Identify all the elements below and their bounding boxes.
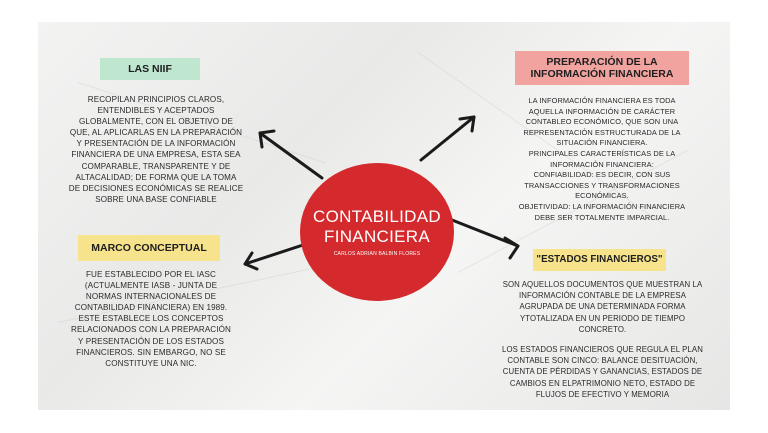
text-line: (ACTUALMENTE IASB - JUNTA DE [84, 281, 218, 291]
text-line: DE DECISIONES ECONÓMICAS SE REALICE [68, 183, 244, 193]
text-line: COMPARABLE, TRANSPARENTE Y DE [81, 161, 231, 171]
text-line: CAMBIOS EN ELPATRIMONIO NETO, ESTADO DE [509, 378, 696, 388]
text-line: FLUJOS DE EFECTIVO Y MEMORIA [535, 389, 670, 399]
text-line: FINANCIEROS. SIN EMBARGO, NO SE [76, 347, 226, 357]
text-line: AQUELLA INFORMACIÓN DE CARÁCTER [528, 106, 676, 116]
text-line: PRINCIPALES CARACTERÍSTICAS DE LA [528, 148, 676, 158]
text-line: GLOBALMENTE, CON EL OBJETIVO DE [79, 117, 233, 127]
text-line: RELACIONADOS CON LA PREPARACIÓN [71, 325, 231, 335]
arrow-to-marco [245, 244, 306, 269]
text-line: CONSTITUYE UNA NIC. [105, 358, 197, 368]
text-line: YTOTALIZADA EN UN PERIODO DE TIEMPO [519, 313, 686, 323]
text-line: OBJETIVIDAD: LA INFORMACIÓN FINANCIERA [518, 201, 686, 211]
author-name: CARLOS ADRIAN BALBIN FLORES [333, 251, 421, 257]
estados-heading-label: "ESTADOS FINANCIEROS" [536, 254, 663, 266]
text-line: TRANSACCIONES Y TRANSFORMACIONES [524, 180, 680, 190]
preparacion-description [496, 96, 708, 223]
text-line: ECONÓMICAS. [575, 191, 629, 201]
text-line: LOS ESTADOS FINANCIEROS QUE REGULA EL PLAN [502, 345, 703, 355]
preparacion-heading-line2: INFORMACIÓN FINANCIERA [530, 68, 674, 80]
arrow-to-estados [452, 220, 518, 258]
preparacion-heading [515, 51, 689, 85]
text-line: DEBE SER TOTALMENTE IMPARCIAL. [534, 212, 670, 222]
estados-heading [533, 249, 666, 271]
text-line: CONCRETO. [578, 324, 627, 334]
text-line: REPRESENTACIÓN ESTRUCTURADA DE LA [523, 127, 681, 137]
text-line: ESTE ESTABLECE LOS CONCEPTOS [78, 314, 224, 324]
niif-description [53, 94, 259, 205]
text-line: CONTABLE SON CINCO: BALANCE DESITUACIÓN, [507, 356, 698, 366]
text-line: CONTABLEO ECONÓMICO, QUE SON UNA [525, 117, 679, 127]
text-line: LA INFORMACIÓN FINANCIERA ES TODA [528, 96, 676, 105]
arrow-to-niif [260, 131, 322, 178]
central-title-line1: CONTABILIDAD [313, 207, 441, 226]
text-line: QUE, AL APLICARLAS EN LA PREPARACIÓN [69, 128, 243, 138]
spacer [485, 335, 720, 344]
text-line: CONTABILIDAD FINANCIERA) EN 1989. [74, 303, 228, 313]
marco-heading [78, 235, 220, 261]
text-line: AGRUPADA DE UNA DETERMINADA FORMA [519, 302, 686, 312]
text-line: Y PRESENTACIÓN DE LA INFORMACIÓN [76, 139, 236, 149]
text-line: CUENTA DE PÉRDIDAS Y GANANCIAS, ESTADOS DE [502, 367, 703, 377]
text-line: NORMAS INTERNACIONALES DE [85, 292, 217, 302]
niif-heading [100, 58, 200, 80]
text-line: RECOPILAN PRINCIPIOS CLAROS, [87, 95, 225, 104]
preparacion-heading-line1: PREPARACIÓN DE LA [546, 55, 658, 68]
text-line: INFORMACIÓN CONTABLE DE LA EMPRESA [518, 291, 687, 301]
arrow-to-preparacion [421, 117, 474, 160]
estados-description [485, 279, 720, 400]
text-line: SON AQUELLOS DOCUMENTOS QUE MUESTRAN LA [502, 280, 703, 289]
niif-heading-label: LAS NIIF [128, 62, 172, 75]
text-line: FUE ESTABLECIDO POR EL IASC [86, 270, 216, 279]
marco-description [53, 269, 249, 369]
text-line: INFORMACIÓN FINANCIERA: [550, 159, 654, 169]
text-line: CONFIABILIDAD: ES DECIR, CON SUS [533, 170, 671, 180]
marco-heading-label: MARCO CONCEPTUAL [91, 241, 207, 254]
text-line: FINANCIERA DE UNA EMPRESA, ESTA SEA [71, 150, 241, 160]
text-line: Y PRESENTACIÓN DE LOS ESTADOS [78, 336, 224, 346]
central-topic-circle [300, 163, 454, 301]
central-title-line2: FINANCIERA [324, 227, 430, 246]
text-line: SITUACIÓN FINANCIERA. [556, 138, 648, 148]
text-line: SOBRE UNA BASE CONFIABLE [95, 194, 217, 204]
text-line: ENTENDIBLES Y ACEPTADOS [97, 106, 215, 116]
text-line: ALTACALIDAD; DE FORMA QUE LA TOMA [75, 172, 237, 182]
